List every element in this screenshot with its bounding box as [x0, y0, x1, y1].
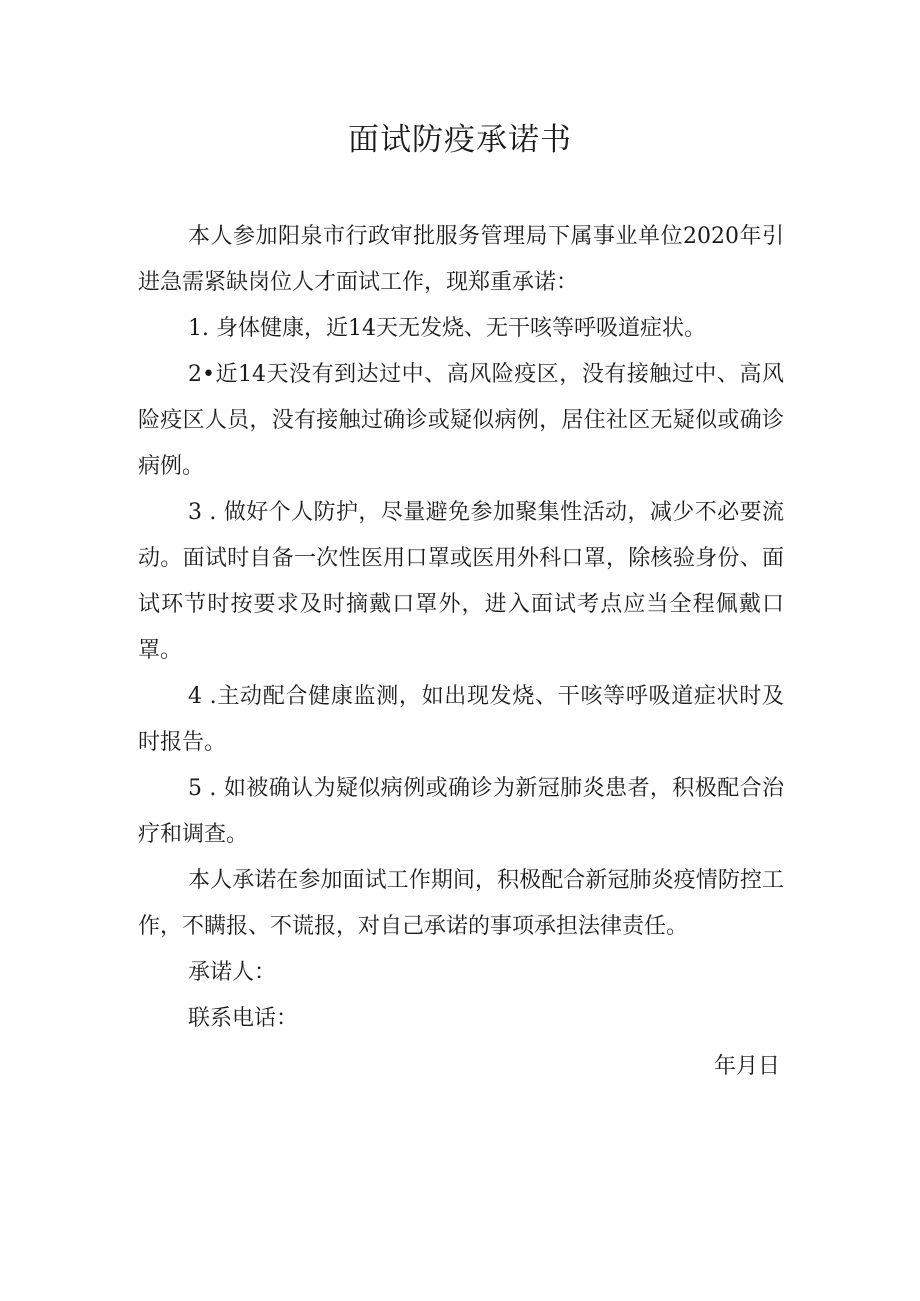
intro-paragraph: 本人参加阳泉市行政审批服务管理局下属事业单位2020年引进急需紧缺岗位人才面试工作，现郑重承诺： — [138, 224, 784, 295]
pledge-item-4: 4 .主动配合健康监测，如出现发烧、干咳等呼吸道症状时及时报告。 — [138, 684, 784, 755]
closing-paragraph: 本人承诺在参加面试工作期间，积极配合新冠肺炎疫情防控工作，不瞒报、不谎报，对自己承诺的事项承担法律责任。 — [138, 868, 784, 939]
pledge-item-1: 1. 身体健康，近14天无发烧、无干咳等呼吸道症状。 — [188, 316, 706, 341]
pledge-item-5: 5 . 如被确认为疑似病例或确诊为新冠肺炎患者，积极配合治疗和调查。 — [138, 776, 784, 847]
pledge-item-3: 3 . 做好个人防护，尽量避免参加聚集性活动，减少不必要流动。面试时自备一次性医用口罩或医用外科口罩，除核验身份、面试环节时按要求及时摘戴口罩外，进入面试考点应当全程佩戴口罩。 — [138, 500, 784, 663]
document-body — [138, 214, 784, 1090]
pledge-item-2: 2•近14天没有到达过中、高风险疫区，没有接触过中、高风险疫区人员，没有接触过确诊或疑似病例，居住社区无疑似或确诊病例。 — [138, 362, 784, 479]
date-label: 年月日 — [713, 1054, 780, 1079]
document-title: 面试防疫承诺书 — [348, 122, 572, 158]
signature-label: 承诺人： — [188, 960, 277, 985]
phone-label: 联系电话： — [188, 1006, 299, 1031]
